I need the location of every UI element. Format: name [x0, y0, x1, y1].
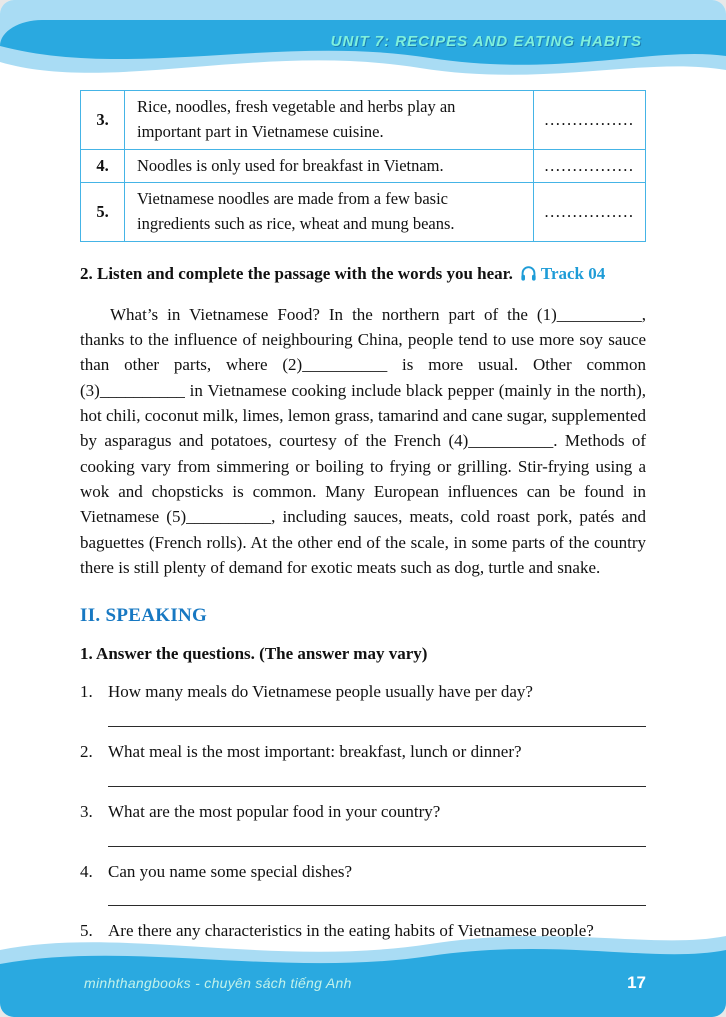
- table-row: [81, 183, 646, 242]
- question-text: What meal is the most important: breakfast, lunch or dinner?: [108, 741, 522, 761]
- question-item: [80, 680, 646, 727]
- row-number-cell: 5.: [81, 183, 125, 242]
- page-footer: [0, 922, 726, 1017]
- question-number: 2.: [80, 741, 93, 761]
- statement-cell: Vietnamese noodles are made from a few basic ingredients such as rice, wheat and mung beans.: [125, 183, 534, 242]
- statement-cell: Noodles is only used for breakfast in Vietnam.: [125, 149, 534, 183]
- question-number: 5.: [80, 921, 93, 941]
- speaking-section-title: II. SPEAKING: [80, 605, 208, 627]
- question-number: 4.: [80, 861, 93, 881]
- question-number: 3.: [80, 801, 93, 821]
- speaking-instruction: 1. Answer the questions. (The answer may vary): [80, 644, 428, 664]
- answer-line: [108, 846, 646, 847]
- footer-wave: [0, 922, 726, 1017]
- question-text: How many meals do Vietnamese people usually have per day?: [108, 682, 533, 702]
- answer-line: [108, 786, 646, 787]
- answer-dots: ................: [534, 183, 646, 242]
- question-item: [80, 800, 646, 847]
- table-row: [81, 149, 646, 183]
- question-number: 1.: [80, 682, 93, 702]
- listening-exercise-heading: [80, 262, 646, 290]
- page-number: 17: [627, 973, 646, 992]
- page-content: [80, 90, 646, 979]
- question-item: [80, 860, 646, 907]
- row-number-cell: 3.: [81, 91, 125, 150]
- true-false-table: [80, 90, 646, 242]
- track-label: Track 04: [540, 263, 606, 283]
- question-text: Are there any characteristics in the eating habits of Vietnamese people?: [108, 921, 594, 941]
- question-text: Can you name some special dishes?: [108, 861, 353, 881]
- answer-dots: ................: [534, 149, 646, 183]
- unit-title: UNIT 7: RECIPES AND EATING HABITS: [330, 33, 642, 50]
- listening-passage: What’s in Vietnamese Food? In the northern part of the (1)__________, thanks to the influence of neighbouring China, people tend to use more soy sauce than other parts, where (2)__________ is more usual. Other common (3)__________ in Vietnamese cooking include black pepper (mainly in the north), hot chili, coconut milk, limes, lemon grass, tamarind and cane sugar, supplemented by asparagus and potatoes, courtesy of the French (4)__________. Methods of cooking vary from simmering or boiling to frying or grilling. Stir-frying using a wok and chopsticks is common. Many European influences can be found in Vietnamese (5)__________, including sauces, meats, cold roast pork, patés and baguettes (French rolls). At the other end of the scale, in some parts of the country there is still plenty of demand for exotic meats such as dog, turtle and snake.: [80, 304, 646, 577]
- question-item: [80, 740, 646, 787]
- listening-instruction: 2. Listen and complete the passage with the words you hear.: [80, 263, 513, 283]
- table-row: [81, 91, 646, 150]
- answer-dots: ................: [534, 91, 646, 150]
- row-number-cell: 4.: [81, 149, 125, 183]
- statement-cell: Rice, noodles, fresh vegetable and herbs play an important part in Vietnamese cuisine.: [125, 91, 534, 150]
- question-text: What are the most popular food in your country?: [108, 801, 441, 821]
- answer-line: [108, 905, 646, 906]
- headphones-icon: [519, 264, 538, 290]
- publisher-brand: minhthangbooks - chuyên sách tiếng Anh: [84, 975, 352, 991]
- answer-line: [108, 726, 646, 727]
